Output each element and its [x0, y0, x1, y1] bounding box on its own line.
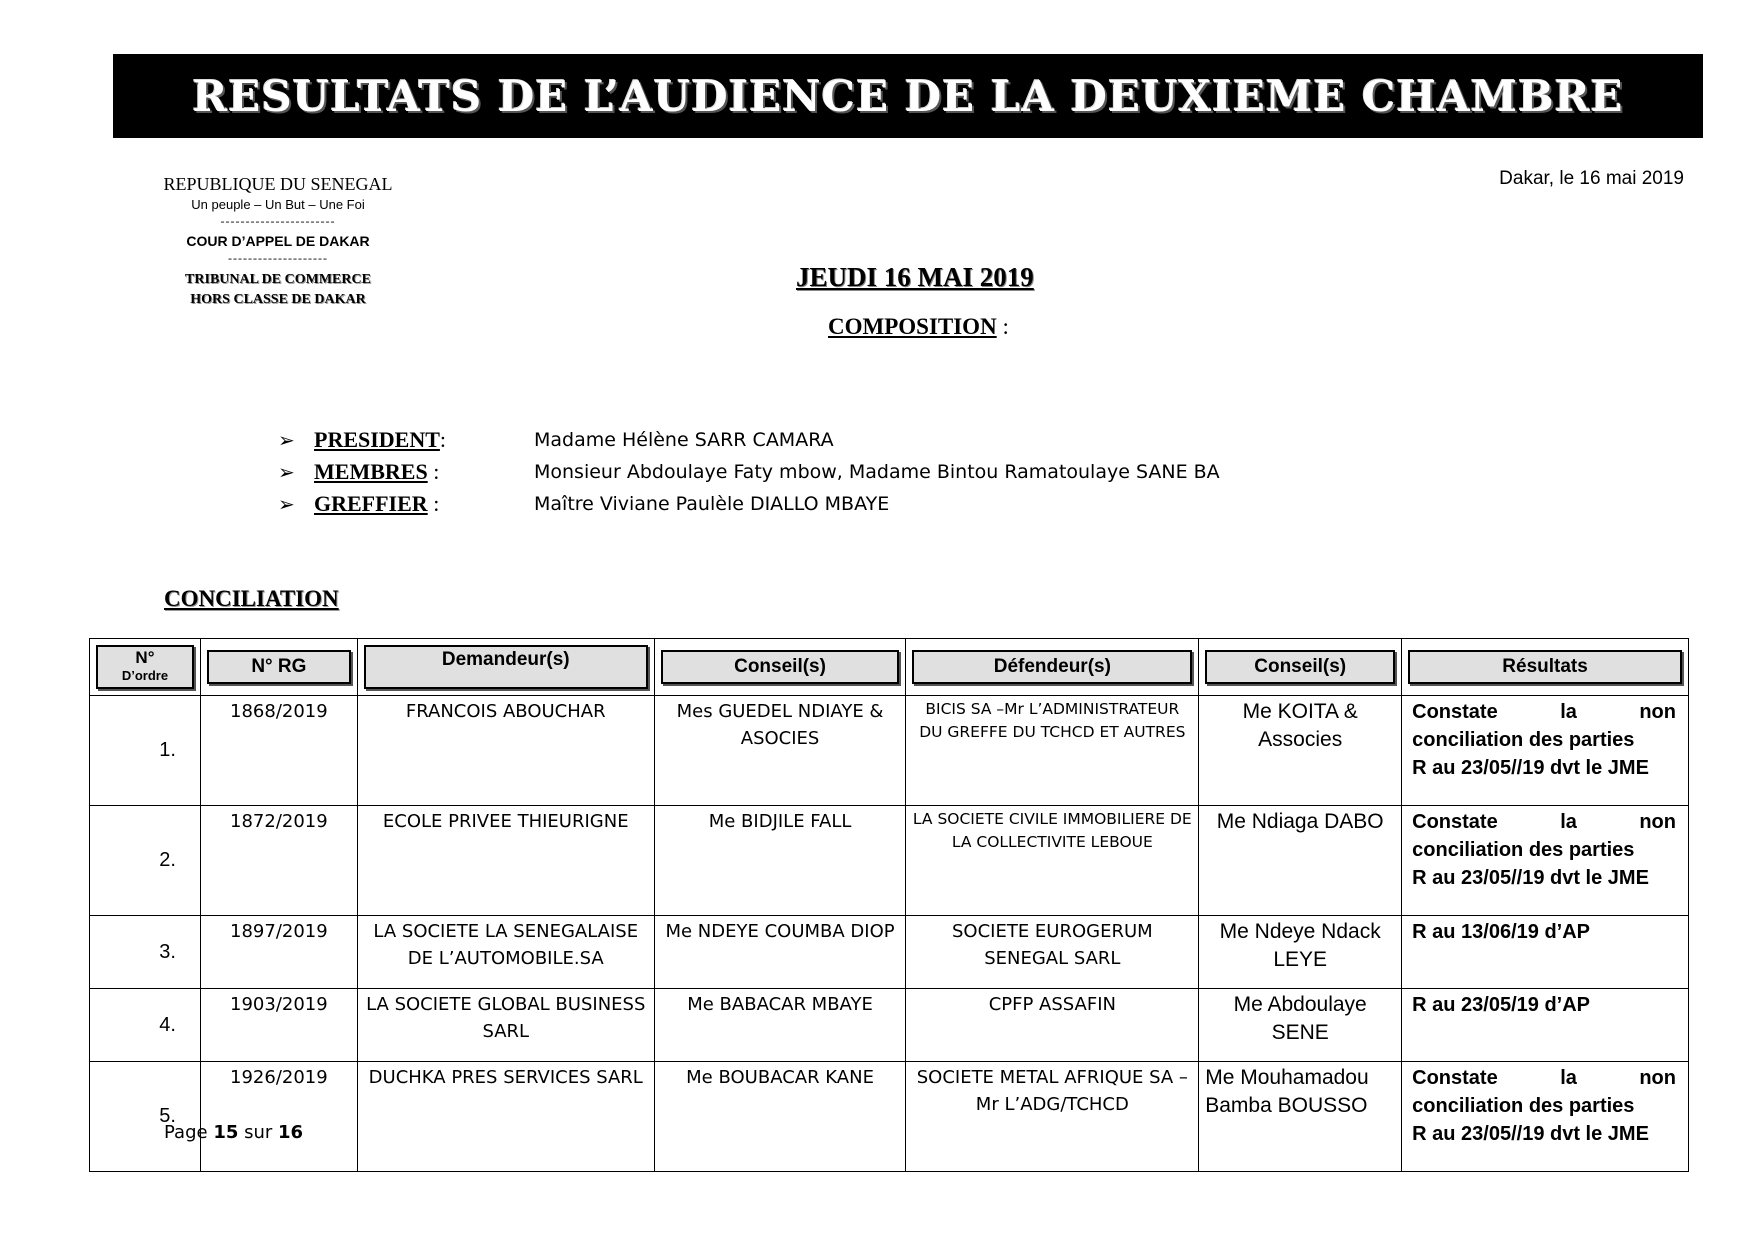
- result-line: [1412, 1064, 1682, 1092]
- title-banner: [113, 54, 1703, 138]
- result: [1402, 1062, 1689, 1172]
- result-word: la: [1560, 811, 1577, 833]
- result-line: conciliation des parties: [1412, 729, 1635, 751]
- table-row: [90, 989, 1689, 1062]
- role-colon: :: [427, 459, 440, 484]
- result-word: la: [1560, 1067, 1577, 1089]
- member-row: [278, 488, 1220, 520]
- member-role: [314, 459, 534, 485]
- role-label: PRESIDENT: [314, 427, 440, 452]
- row-number: 4.: [90, 989, 201, 1062]
- document-date: Dakar, le 16 mai 2019: [1499, 168, 1684, 189]
- table-row: [90, 806, 1689, 916]
- result-word: Constate: [1412, 701, 1498, 723]
- result-word: Constate: [1412, 811, 1498, 833]
- header-resultats: [1402, 639, 1689, 696]
- banner-title: RESULTATS DE L’AUDIENCE DE LA DEUXIEME CHAMBRE: [192, 71, 1624, 121]
- defendant: LA SOCIETE CIVILE IMMOBILIERE DE LA COLLECTIVITE LEBOUE: [906, 806, 1199, 916]
- header-label: N°: [135, 648, 155, 667]
- section-heading: CONCILIATION: [164, 586, 339, 611]
- member-row: [278, 424, 1220, 456]
- defendant: BICIS SA –Mr L’ADMINISTRATEUR DU GREFFE DU TCHCD ET AUTRES: [906, 696, 1199, 806]
- result: [1402, 696, 1689, 806]
- member-row: [278, 456, 1220, 488]
- page-footer: [164, 1122, 303, 1143]
- plaintiff-counsel: Me BOUBACAR KANE: [654, 1062, 906, 1172]
- role-colon: :: [427, 491, 440, 516]
- plaintiff: DUCHKA PRES SERVICES SARL: [357, 1062, 654, 1172]
- rg-number: 1872/2019: [200, 806, 357, 916]
- header-sublabel: D’ordre: [121, 668, 169, 683]
- result: [1402, 806, 1689, 916]
- member-name: Madame Hélène SARR CAMARA: [534, 429, 834, 451]
- member-name: Maître Viviane Paulèle DIALLO MBAYE: [534, 493, 890, 515]
- header-rg: [200, 639, 357, 696]
- national-motto: Un peuple – Un But – Une Foi: [191, 197, 365, 212]
- table-row: [90, 1062, 1689, 1172]
- result-line: conciliation des parties: [1412, 839, 1635, 861]
- rg-number: 1868/2019: [200, 696, 357, 806]
- rg-number: 1903/2019: [200, 989, 357, 1062]
- header-label: Conseil(s): [661, 650, 900, 684]
- page-of: sur: [238, 1122, 279, 1143]
- result: R au 13/06/19 d’AP: [1402, 916, 1689, 989]
- result-word: Constate: [1412, 1067, 1498, 1089]
- row-number: 1.: [90, 696, 201, 806]
- table-header-row: [90, 639, 1689, 696]
- role-label: MEMBRES: [314, 459, 428, 484]
- composition-label: COMPOSITION: [828, 314, 997, 339]
- row-number: 3.: [90, 916, 201, 989]
- tribunal-line: HORS CLASSE DE DAKAR: [190, 292, 366, 307]
- court-name: COUR D’APPEL DE DAKAR: [186, 233, 370, 249]
- defendant: SOCIETE METAL AFRIQUE SA –Mr L’ADG/TCHCD: [906, 1062, 1199, 1172]
- member-name: Monsieur Abdoulaye Faty mbow, Madame Bintou Ramatoulaye SANE BA: [534, 461, 1220, 483]
- rg-number: 1897/2019: [200, 916, 357, 989]
- result-line: [1412, 698, 1682, 726]
- result-line: R au 23/05//19 dvt le JME: [1412, 867, 1649, 889]
- result-line: R au 23/05//19 dvt le JME: [1412, 757, 1649, 779]
- plaintiff: LA SOCIETE GLOBAL BUSINESS SARL: [357, 989, 654, 1062]
- composition-heading: [828, 314, 1009, 340]
- table-row: [90, 696, 1689, 806]
- defendant-counsel: Me Ndeye Ndack LEYE: [1199, 916, 1402, 989]
- header-ordre: [90, 639, 201, 696]
- header-conseil: [654, 639, 906, 696]
- results-table: [89, 638, 1689, 1172]
- page-word: Page: [164, 1122, 214, 1143]
- plaintiff: ECOLE PRIVEE THIEURIGNE: [357, 806, 654, 916]
- defendant-counsel: Me KOITA & Associes: [1199, 696, 1402, 806]
- header-conseil: [1199, 639, 1402, 696]
- tribunal-line: TRIBUNAL DE COMMERCE: [185, 272, 371, 287]
- plaintiff-counsel: Me NDEYE COUMBA DIOP: [654, 916, 906, 989]
- arrow-bullet-icon: ➢: [278, 461, 295, 484]
- page-total: 16: [278, 1122, 304, 1143]
- composition-list: [278, 424, 1220, 520]
- plaintiff-counsel: Me BIDJILE FALL: [654, 806, 906, 916]
- separator: -----------------------: [220, 214, 336, 228]
- result-word: la: [1560, 701, 1577, 723]
- role-label: GREFFIER: [314, 491, 428, 516]
- header-label: Conseil(s): [1205, 650, 1395, 684]
- role-colon: :: [439, 427, 447, 452]
- defendant-counsel: Me Abdoulaye SENE: [1199, 989, 1402, 1062]
- composition-colon: :: [996, 314, 1009, 339]
- table-row: [90, 916, 1689, 989]
- defendant-counsel: Me Mouhamadou Bamba BOUSSO: [1199, 1062, 1402, 1172]
- result-line: [1412, 808, 1682, 836]
- header-demandeur: [357, 639, 654, 696]
- row-number: 2.: [90, 806, 201, 916]
- plaintiff: LA SOCIETE LA SENEGALAISE DE L’AUTOMOBILE.SA: [357, 916, 654, 989]
- result-word: non: [1639, 811, 1676, 833]
- plaintiff-counsel: Me BABACAR MBAYE: [654, 989, 906, 1062]
- member-role: [314, 427, 534, 453]
- row-number: 5.: [90, 1062, 201, 1172]
- republic-name: REPUBLIQUE DU SENEGAL: [163, 174, 393, 194]
- plaintiff-counsel: Mes GUEDEL NDIAYE & ASOCIES: [654, 696, 906, 806]
- result: R au 23/05/19 d’AP: [1402, 989, 1689, 1062]
- separator: --------------------: [228, 251, 328, 265]
- plaintiff: FRANCOIS ABOUCHAR: [357, 696, 654, 806]
- institution-header: [148, 174, 408, 310]
- result-line: conciliation des parties: [1412, 1095, 1635, 1117]
- member-role: [314, 491, 534, 517]
- header-label: Demandeur(s): [364, 645, 648, 689]
- tribunal-name: [148, 270, 408, 310]
- header-defendeur: [906, 639, 1199, 696]
- page-number: 15: [213, 1122, 239, 1143]
- result-word: non: [1639, 1067, 1676, 1089]
- header-label: N° RG: [207, 650, 351, 684]
- defendant: SOCIETE EUROGERUM SENEGAL SARL: [906, 916, 1199, 989]
- result-word: non: [1639, 701, 1676, 723]
- header-label: Résultats: [1408, 650, 1682, 684]
- arrow-bullet-icon: ➢: [278, 429, 295, 452]
- hearing-day-title: JEUDI 16 MAI 2019: [796, 262, 1034, 292]
- header-label: Défendeur(s): [912, 650, 1192, 684]
- result-line: R au 23/05//19 dvt le JME: [1412, 1123, 1649, 1145]
- rg-number: 1926/2019: [200, 1062, 357, 1172]
- defendant: CPFP ASSAFIN: [906, 989, 1199, 1062]
- defendant-counsel: Me Ndiaga DABO: [1199, 806, 1402, 916]
- arrow-bullet-icon: ➢: [278, 493, 295, 516]
